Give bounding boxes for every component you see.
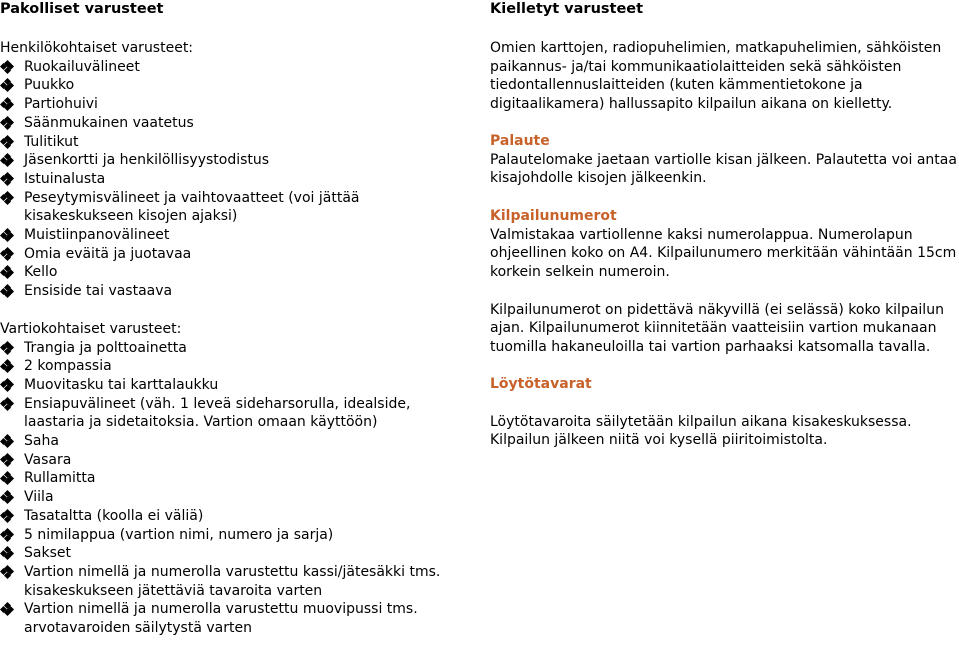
- list-item-label: Säänmukainen vaatetus: [24, 114, 194, 131]
- diamond-bullet-icon: [1, 342, 13, 354]
- list-item-label: Rullamitta: [24, 470, 96, 487]
- list-item-label: Kello: [24, 264, 58, 281]
- diamond-bullet-icon: [1, 192, 13, 204]
- list-item-label: Muistiinpanovälineet: [24, 227, 170, 244]
- list-item: [0, 76, 470, 95]
- personal-gear-list: [0, 58, 470, 301]
- list-item-label: Ensiapuvälineet (väh. 1 leveä sideharsorulla, idealside, laastaria ja sidetaitoksia. Vartion omaan käyttöön): [24, 395, 411, 431]
- numbers-text-2: Kilpailunumerot on pidettävä näkyvillä (ei selässä) koko kilpailun ajan. Kilpailunumerot kiinnitetään vaatteisiin vartion mukanaan tuomilla hakaneuloilla tai vartion parhaaksi katsomalla tavalla.: [490, 301, 944, 356]
- list-item: [0, 376, 470, 395]
- list-item: [0, 395, 470, 432]
- found-items-text: Löytötavaroita säilytetään kilpailun aikana kisakeskuksessa. Kilpailun jälkeen niitä voi kysellä piiritoimistolta.: [490, 413, 912, 449]
- list-item: [0, 133, 470, 152]
- required-gear-title: Pakolliset varusteet: [0, 1, 164, 17]
- personal-gear-heading: Henkilökohtaiset varusteet:: [0, 40, 194, 56]
- diamond-bullet-icon: [1, 547, 13, 559]
- list-item: [0, 263, 470, 282]
- list-item: [0, 339, 470, 358]
- list-item: [0, 282, 470, 301]
- diamond-bullet-icon: [1, 266, 13, 278]
- diamond-bullet-icon: [1, 117, 13, 129]
- left-column: [0, 0, 470, 638]
- list-item-label: Tasataltta (koolla ei väliä): [24, 507, 204, 524]
- feedback-text: Palautelomake jaetaan vartiolle kisan jälkeen. Palautetta voi antaa kisajohdolle kisojen jälkeenkin.: [490, 151, 957, 187]
- list-item-label: Peseytymisvälineet ja vaihtovaatteet (voi jättää kisakeskukseen kisojen ajaksi): [24, 189, 360, 225]
- list-item-label: Ensiside tai vastaava: [24, 283, 173, 300]
- diamond-bullet-icon: [1, 603, 13, 615]
- list-item-label: Omia eväitä ja juotavaa: [24, 245, 192, 262]
- list-item: [0, 58, 470, 77]
- list-item: [0, 507, 470, 526]
- diamond-bullet-icon: [1, 566, 13, 578]
- list-item: [0, 245, 470, 264]
- list-item-label: Muovitasku tai karttalaukku: [24, 376, 219, 393]
- diamond-bullet-icon: [1, 98, 13, 110]
- numbers-heading: Kilpailunumerot: [490, 207, 617, 224]
- list-item: [0, 95, 470, 114]
- list-item: [0, 451, 470, 470]
- list-item: [0, 600, 470, 637]
- list-item-label: Jäsenkortti ja henkilöllisyystodistus: [24, 152, 270, 169]
- diamond-bullet-icon: [1, 360, 13, 372]
- list-item-label: Tulitikut: [24, 133, 79, 150]
- list-item: [0, 357, 470, 376]
- list-item-label: 2 kompassia: [24, 358, 112, 375]
- list-item: [0, 151, 470, 170]
- list-item: [0, 469, 470, 488]
- diamond-bullet-icon: [1, 136, 13, 148]
- forbidden-gear-title: Kielletyt varusteet: [490, 1, 644, 17]
- diamond-bullet-icon: [1, 379, 13, 391]
- patrol-gear-list: [0, 339, 470, 638]
- diamond-bullet-icon: [1, 491, 13, 503]
- found-items-heading: Löytötavarat: [490, 375, 592, 392]
- list-item: [0, 170, 470, 189]
- diamond-bullet-icon: [1, 173, 13, 185]
- list-item-label: Saha: [24, 433, 59, 450]
- forbidden-gear-text: Omien karttojen, radiopuhelimien, matkapuhelimien, sähköisten paikannus- ja/tai kommunikaatiolaitteiden sekä sähköisten tiedontallennuslaitteiden (kuten kämmentietokone ja digitaalikamera) hallussapito kilpailun aikana on kielletty.: [490, 40, 942, 113]
- list-item-label: Partiohuivi: [24, 96, 98, 113]
- list-item: [0, 189, 470, 226]
- diamond-bullet-icon: [1, 529, 13, 541]
- list-item: [0, 488, 470, 507]
- diamond-bullet-icon: [1, 454, 13, 466]
- list-item-label: Sakset: [24, 545, 71, 562]
- list-item-label: Vasara: [24, 451, 72, 468]
- list-item-label: Vartion nimellä ja numerolla varustettu muovipussi tms. arvotavaroiden säilytystä varten: [24, 601, 418, 637]
- list-item: [0, 226, 470, 245]
- diamond-bullet-icon: [1, 472, 13, 484]
- list-item: [0, 526, 470, 545]
- diamond-bullet-icon: [1, 79, 13, 91]
- list-item-label: Vartion nimellä ja numerolla varustettu kassi/jätesäkki tms. kisakeskukseen jätettäviä tavaroita varten: [24, 563, 441, 599]
- list-item: [0, 544, 470, 563]
- diamond-bullet-icon: [1, 248, 13, 260]
- right-column: [490, 0, 958, 450]
- diamond-bullet-icon: [1, 229, 13, 241]
- list-item: [0, 563, 470, 600]
- diamond-bullet-icon: [1, 154, 13, 166]
- list-item-label: Trangia ja polttoainetta: [24, 339, 187, 356]
- diamond-bullet-icon: [1, 510, 13, 522]
- list-item: [0, 432, 470, 451]
- list-item-label: Ruokailuvälineet: [24, 58, 140, 75]
- diamond-bullet-icon: [1, 435, 13, 447]
- diamond-bullet-icon: [1, 285, 13, 297]
- patrol-gear-heading: Vartiokohtaiset varusteet:: [0, 320, 182, 337]
- diamond-bullet-icon: [1, 61, 13, 73]
- list-item-label: Puukko: [24, 77, 75, 94]
- diamond-bullet-icon: [1, 398, 13, 410]
- list-item-label: Istuinalusta: [24, 170, 106, 187]
- numbers-text: Valmistakaa vartiollenne kaksi numerolappua. Numerolapun ohjeellinen koko on A4. Kilpailunumero merkitään vähintään 15cm korkein selkein numeroin.: [490, 226, 957, 281]
- feedback-heading: Palaute: [490, 132, 550, 149]
- list-item-label: Viila: [24, 489, 54, 506]
- list-item: [0, 114, 470, 133]
- list-item-label: 5 nimilappua (vartion nimi, numero ja sarja): [24, 526, 334, 543]
